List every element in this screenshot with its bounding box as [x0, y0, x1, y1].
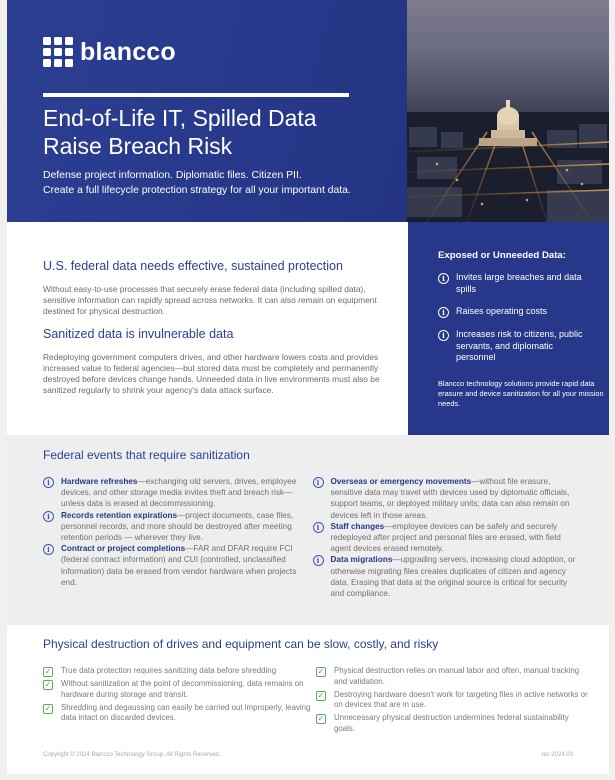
- checkbox-check-icon: ✓: [317, 714, 325, 724]
- callout-item-text: Invites large breaches and data spills: [456, 272, 582, 294]
- destruction-columns: [43, 666, 603, 737]
- destruction-left-column: [43, 666, 316, 737]
- intro-paragraph: Redeploying government computers drives, and other hardware lowers costs and provides increased value to federal agencies—but stored data must be completely and permanently destroyed before devices change hands. Unneeded data in live environments must also be sanitized regularly to shrink your agency's data attack surface.: [43, 351, 380, 396]
- capitol-city-image: [407, 0, 609, 222]
- intro-paragraph: Without easy-to-use processes that securely erase federal data (including spilled data), sensitive information can rapidly spread across networks. It can also remain on equipment destined for physical destruction.: [43, 284, 377, 317]
- event-item: [313, 554, 580, 599]
- event-title: Data migrations: [330, 555, 393, 565]
- checkbox-check-icon: ✓: [317, 690, 325, 700]
- event-title: Contract or project completions: [61, 544, 186, 554]
- checkbox-check-icon: ✓: [44, 680, 52, 689]
- checklist-text: Unnecessary physical destruction undermines federal sustainability goals.: [334, 713, 569, 733]
- event-title: Staff changes: [330, 521, 385, 531]
- event-text: —upgrading servers, increasing cloud adoption, or otherwise migrating files creates duplicates of citizen and agency data. Erasing that data at the original source is critical for security and compliance.: [330, 555, 576, 599]
- city-illustration: [407, 72, 609, 222]
- checklist-item: [43, 679, 316, 701]
- callout-item: [438, 306, 593, 318]
- event-text: —employee devices can be safely and securely redeployed after project and personal files are erased, with field agent devices erased remotely.: [330, 521, 561, 554]
- title-line-1: End-of-Life IT, Spilled Data: [43, 105, 317, 131]
- copyright-text: Copyright © 2024 Blancco Technology Group. All Rights Reserved.: [43, 752, 221, 758]
- event-item: [43, 543, 310, 588]
- title-line-2: Raise Breach Risk: [43, 133, 233, 159]
- callout-footer: Blancco technology solutions provide rapid data erasure and device sanitization for all your mission needs.: [438, 378, 604, 408]
- exposed-data-callout: [408, 222, 609, 435]
- event-text: —exchanging old servers, drives, employee devices, and other storage media invites theft and breach risk—unless data is erased at decommissioning.: [61, 477, 297, 509]
- checklist-item: [316, 666, 589, 688]
- checklist-item: [43, 703, 316, 725]
- event-text: —without file erasure, sensitive data may travel with devices used by diplomatic officials, support teams, or deployed military units; data can also remain on devices left in those areas.: [330, 477, 570, 520]
- section-heading: Physical destruction of drives and equipment can be slow, costly, and risky: [43, 637, 439, 651]
- event-text: —FAR and DFAR require FCI (federal contract information) and CUI (controlled, unclassified information) data be erased from vendor hardware when projects end.: [61, 544, 297, 587]
- info-icon: i: [438, 307, 449, 318]
- info-icon: i: [313, 555, 324, 566]
- events-columns: [43, 476, 579, 599]
- datasheet-page: [7, 0, 609, 774]
- events-right-column: [313, 476, 580, 599]
- page-footer: [43, 752, 573, 758]
- subtitle-line-2: Create a full lifecycle protection strategy for all your important data.: [43, 185, 351, 196]
- hero-banner: [7, 0, 609, 222]
- info-icon: i: [43, 511, 54, 522]
- brand-logo: [43, 37, 176, 67]
- info-icon: i: [313, 522, 324, 533]
- checklist-item: [316, 713, 589, 735]
- checkbox-check-icon: ✓: [317, 667, 325, 676]
- callout-item: [438, 329, 593, 364]
- logo-dots-icon: [43, 37, 73, 67]
- event-text: —project documents, case files, personnel records, and more should be destroyed after meeting retention periods — wherever they live.: [61, 510, 294, 543]
- hero-divider: [43, 93, 349, 97]
- revision-text: rev 2024.03: [541, 752, 573, 758]
- section-heading: Federal events that require sanitization: [43, 448, 250, 462]
- info-icon: i: [438, 273, 449, 284]
- subtitle-line-1: Defense project information. Diplomatic files. Citizen PII.: [43, 170, 302, 181]
- checklist-text: True data protection requires sanitizing data before shredding: [61, 666, 277, 675]
- checklist-item: [316, 690, 589, 712]
- events-left-column: [43, 476, 310, 599]
- event-item: [43, 510, 310, 544]
- page-subtitle: [43, 168, 403, 198]
- info-icon: i: [313, 477, 324, 488]
- federal-events-section: [7, 435, 609, 625]
- callout-item-text: Increases risk to citizens, public servants, and diplomatic personnel: [456, 329, 583, 362]
- physical-destruction-section: [43, 636, 603, 737]
- intro-section: [43, 258, 393, 396]
- info-icon: i: [43, 477, 54, 488]
- event-title: Overseas or emergency movements: [330, 477, 472, 486]
- checkbox-check-icon: ✓: [44, 667, 52, 676]
- event-item: [43, 476, 310, 510]
- callout-item: [438, 272, 593, 295]
- checkbox-check-icon: ✓: [44, 703, 52, 713]
- checklist-text: Destroying hardware doesn't work for targeting files in active networks or on devices that are in use.: [334, 689, 588, 710]
- callout-item-text: Raises operating costs: [456, 306, 548, 316]
- destruction-right-column: [316, 666, 589, 737]
- event-title: Records retention expirations: [61, 510, 178, 520]
- section-heading: Sanitized data is invulnerable data: [43, 326, 234, 341]
- info-icon: i: [438, 330, 449, 341]
- section-heading: U.S. federal data needs effective, sustained protection: [43, 259, 343, 273]
- checklist-text: Without sanitization at the point of decommissioning, data remains on hardware during storage and transit.: [61, 679, 304, 699]
- event-title: Hardware refreshes: [61, 477, 138, 486]
- callout-title: Exposed or Unneeded Data:: [438, 250, 566, 261]
- event-item: [313, 521, 580, 555]
- checklist-text: Physical destruction relies on manual labor and often, manual tracking and validation.: [334, 666, 580, 686]
- info-icon: i: [43, 544, 54, 555]
- checklist-text: Shredding and degaussing can easily be carried out improperly, leaving data intact on discarded devices.: [61, 702, 311, 723]
- event-item: [313, 476, 580, 521]
- brand-name: blancco: [80, 37, 176, 66]
- checklist-item: [43, 666, 316, 677]
- page-title: [43, 104, 403, 160]
